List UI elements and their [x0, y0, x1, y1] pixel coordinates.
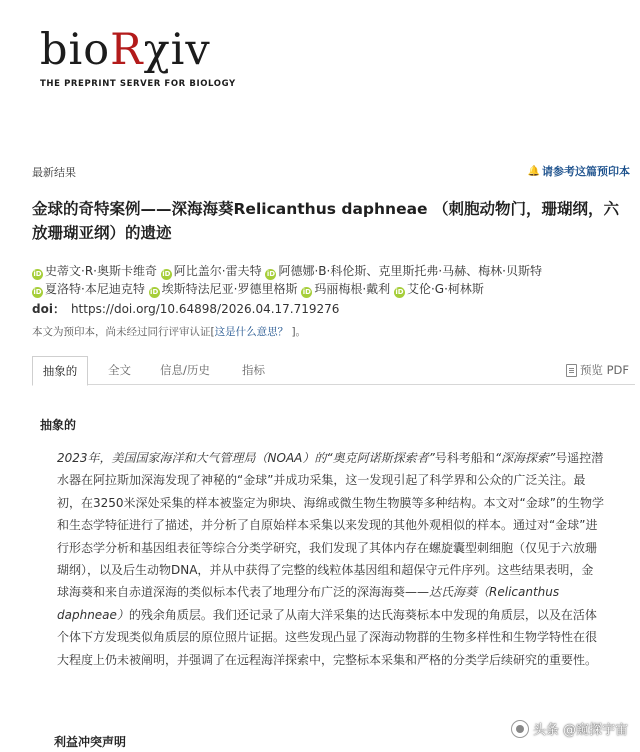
article-tabs [32, 356, 635, 385]
orcid-icon[interactable]: iD [33, 288, 42, 296]
doi-label: doi： [32, 302, 65, 316]
pdf-icon [566, 364, 577, 377]
author-name[interactable]: 阿比盖尔·雷夫特 [173, 264, 262, 278]
doi-link[interactable]: https://doi.org/10.64898/2026.04.17.719276 [70, 302, 340, 316]
author-name[interactable]: 阿德娜·B·科伦斯、克里斯托弗·马赫、梅林·贝斯特 [278, 264, 542, 278]
logo-tagline: THE PREPRINT SERVER FOR BIOLOGY [40, 79, 236, 89]
cite-preprint-link[interactable] [528, 163, 630, 179]
orcid-icon[interactable]: iD [302, 288, 311, 296]
preview-pdf-button[interactable] [566, 356, 629, 384]
tab-full-text[interactable]: 全文 [108, 363, 131, 377]
tab-metrics[interactable]: 指标 [242, 363, 265, 377]
author-name[interactable]: 夏洛特·本尼迪克特 [45, 282, 145, 296]
watermark-text: 头条 @窥探宇宙 [532, 723, 628, 738]
orcid-icon[interactable]: iD [33, 270, 42, 278]
doi-line [32, 300, 339, 317]
tab-info-history[interactable]: 信息/历史 [160, 363, 210, 377]
abstract-text: 2023年，美国国家海洋和大气管理局（NOAA）的“奥克阿诺斯探索者”号科考船和“深海探索”号遥控潜水器在阿拉斯加深海发现了神秘的“金球”并成功采集，这一发现引起了科学界和公众的广泛关注。最初，在3250米深处采集的样本被鉴定为卵块、海绵或微生物生物膜等多种结构。本文对“金球”的生物学和生态学特征进行了描述，并分析了自原始样本采集以来发现的其他外观相似的样本。通过对“金球”进行形态学分析和基因组表征等综合分类学研究，我们发现了其体内存在螺旋囊型刺细胞（仅见于六放珊瑚纲），以及后生动物DNA，并从中获得了完整的线粒体基因组和超保守元件序列。这些结果表明，金球海葵和来自赤道深海的类似标本代表了地理分布广泛的深海海葵——达氏海葵（Relicanthus daphneae）的残余角质层。我们还记录了从南大洋采集的达氏海葵标本中发现的角质层，以及在活体个体下方发现类似角质层的原位照片证据。这些发现凸显了深海动物群的生物多样性和生物学特性在很大程度上仍未被阐明，并强调了在远程海洋探索中，完整标本采集和严格的分类学后续研究的重要性。 [57, 451, 604, 667]
author-name[interactable]: 艾伦·G·柯林斯 [406, 282, 484, 296]
article-title: 金球的奇特案例——深海海葵Relicanthus daphneae （刺胞动物门，珊瑚纲，六放珊瑚亚纲）的遗迹 [32, 200, 619, 242]
orcid-icon[interactable]: iD [395, 288, 404, 296]
preview-pdf-label: 预览 PDF [579, 363, 629, 377]
preprint-note: 本文为预印本，尚未经过同行评审认证[这是什么意思？ ]。 [32, 326, 307, 338]
author-name[interactable]: 玛丽梅根·戴利 [314, 282, 391, 296]
orcid-icon[interactable]: iD [150, 288, 159, 296]
logo-wordmark: bioRχiv [40, 25, 211, 75]
latest-results-label: 最新结果 [32, 166, 76, 179]
orcid-icon[interactable]: iD [162, 270, 171, 278]
conflict-of-interest-heading: 利益冲突声明 [54, 735, 127, 749]
orcid-icon[interactable]: iD [266, 270, 276, 278]
author-name[interactable]: 埃斯特法尼亚·罗德里格斯 [161, 282, 298, 296]
abstract-heading: 抽象的 [40, 418, 77, 432]
bell-icon: 🔔 [527, 165, 540, 177]
watermark-icon [511, 720, 529, 738]
tab-abstract[interactable]: 抽象的 [32, 356, 88, 386]
author-list [32, 262, 637, 298]
cite-preprint-label: 请参考这篇预印本 [542, 165, 630, 178]
biorxiv-logo[interactable] [40, 25, 236, 89]
watermark [511, 719, 628, 738]
author-name[interactable]: 史蒂文·R·奥斯卡维奇 [45, 264, 157, 278]
what-does-this-mean-link[interactable]: 这是什么意思？ [214, 326, 289, 338]
